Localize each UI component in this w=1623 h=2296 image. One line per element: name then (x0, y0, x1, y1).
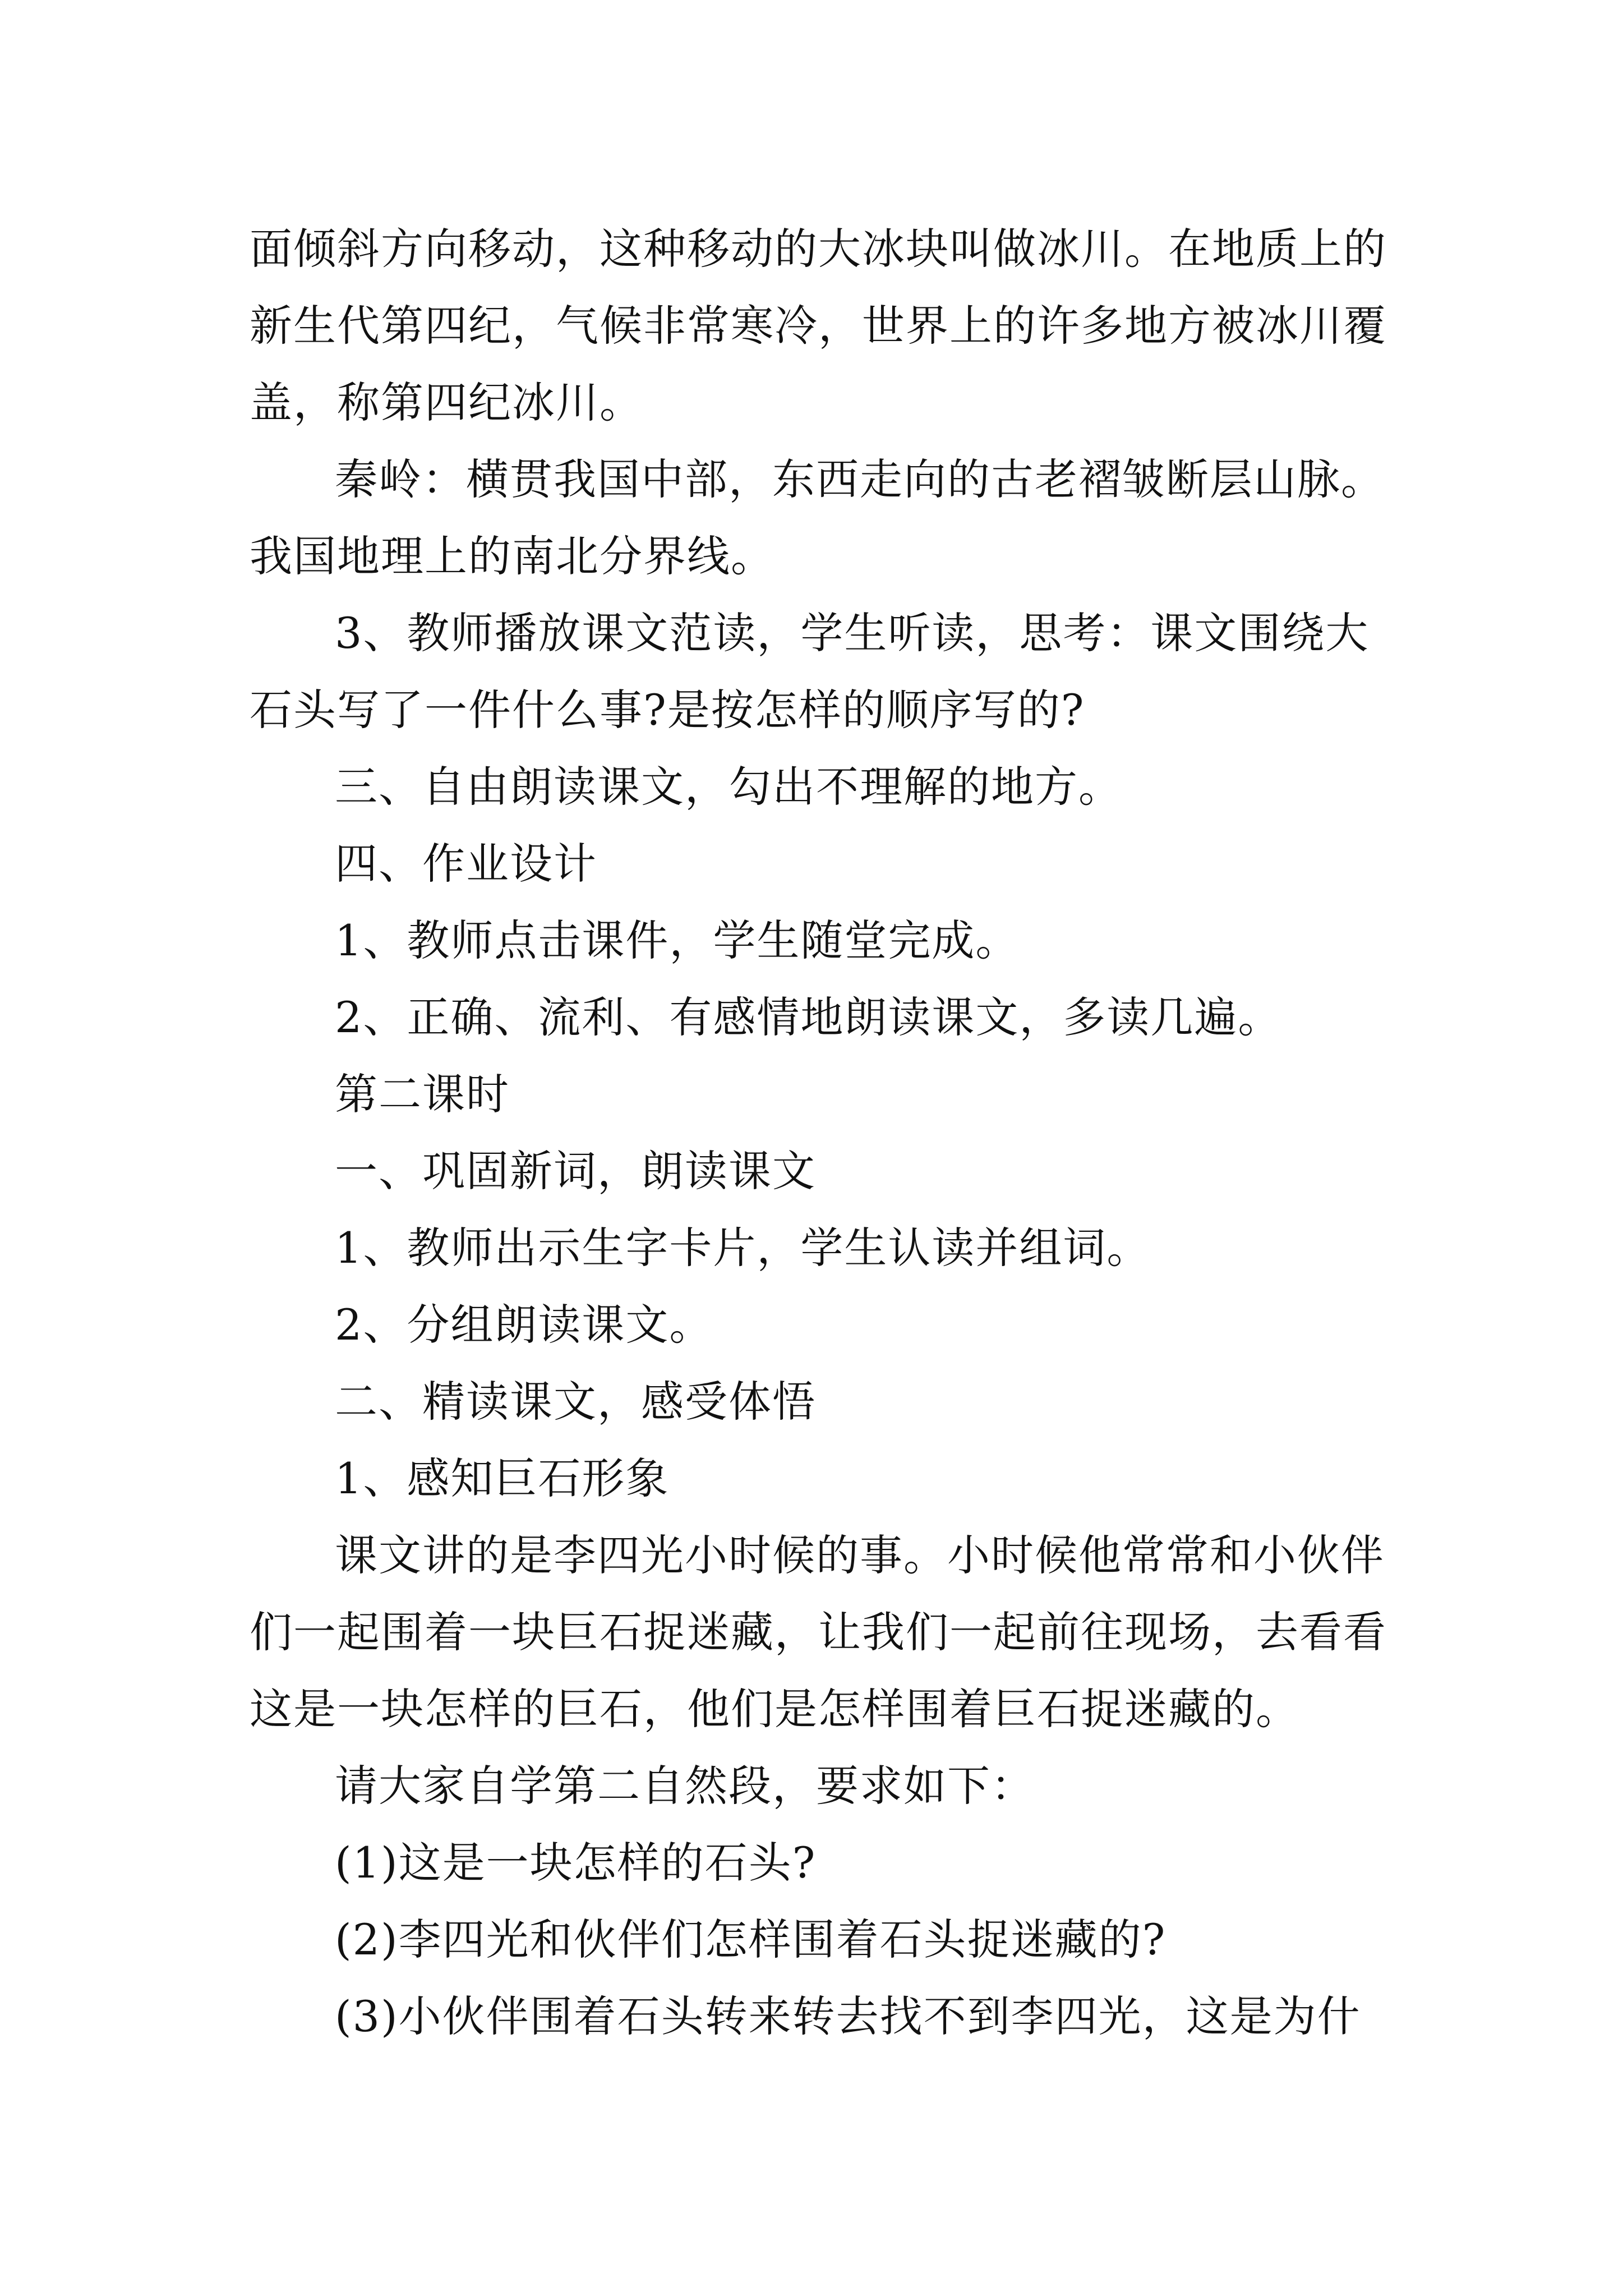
text-line: 1、教师点击课件，学生随堂完成。 (335, 915, 1020, 965)
text-line: 四、作业设计 (335, 839, 597, 889)
text-line: 一、巩固新词，朗读课文 (335, 1146, 816, 1196)
text-line: (1)这是一块怎样的石头? (335, 1838, 817, 1888)
text-line: 新生代第四纪，气候非常寒冷，世界上的许多地方被冰川覆 (250, 301, 1387, 351)
section-heading (250, 1363, 1388, 1440)
paragraph (250, 902, 1388, 979)
section-heading (250, 1133, 1388, 1209)
text-line: 盖，称第四纪冰川。 (250, 378, 643, 427)
paragraph (250, 441, 1388, 595)
text-line: 第二课时 (335, 1069, 510, 1119)
question-item (250, 1901, 1388, 1978)
paragraph (250, 210, 1388, 441)
paragraph (250, 1440, 1388, 1517)
text-line: 1、教师出示生字卡片，学生认读并组词。 (335, 1223, 1151, 1273)
paragraph (250, 1286, 1388, 1363)
text-line: 请大家自学第二自然段，要求如下： (335, 1761, 1035, 1811)
paragraph (250, 748, 1388, 825)
text-line: 石头写了一件什么事?是按怎样的顺序写的? (250, 685, 1085, 735)
text-line: (2)李四光和伙伴们怎样围着石头捉迷藏的? (335, 1915, 1166, 1964)
text-line: 三、自由朗读课文，勾出不理解的地方。 (335, 762, 1122, 812)
text-line: 2、分组朗读课文。 (335, 1300, 713, 1350)
document-body (250, 210, 1388, 2055)
question-item (250, 1824, 1388, 1901)
paragraph (250, 1517, 1388, 1747)
text-line: 这是一块怎样的巨石，他们是怎样围着巨石捉迷藏的。 (250, 1684, 1299, 1734)
text-line: 2、正确、流利、有感情地朗读课文，多读几遍。 (335, 992, 1282, 1042)
section-heading (250, 825, 1388, 902)
text-line: 秦岭：横贯我国中部，东西走向的古老褶皱断层山脉。 (335, 454, 1385, 504)
paragraph (250, 979, 1388, 1056)
text-line: 二、精读课文，感受体悟 (335, 1377, 816, 1427)
paragraph (250, 1747, 1388, 1824)
paragraph (250, 1209, 1388, 1286)
text-line: 们一起围着一块巨石捉迷藏，让我们一起前往现场，去看看 (250, 1607, 1387, 1657)
text-line: 我国地理上的南北分界线。 (250, 531, 774, 581)
question-item (250, 1978, 1388, 2055)
text-line: 3、教师播放课文范读，学生听读，思考：课文围绕大 (335, 608, 1370, 658)
text-line: 1、感知巨石形象 (335, 1453, 670, 1503)
paragraph (250, 595, 1388, 748)
text-line: (3)小伙伴围着石头转来转去找不到李四光，这是为什 (335, 1991, 1361, 2041)
text-line: 课文讲的是李四光小时候的事。小时候他常常和小伙伴 (335, 1530, 1385, 1580)
text-line: 面倾斜方向移动，这种移动的大冰块叫做冰川。在地质上的 (250, 224, 1387, 274)
lesson-heading (250, 1056, 1388, 1133)
